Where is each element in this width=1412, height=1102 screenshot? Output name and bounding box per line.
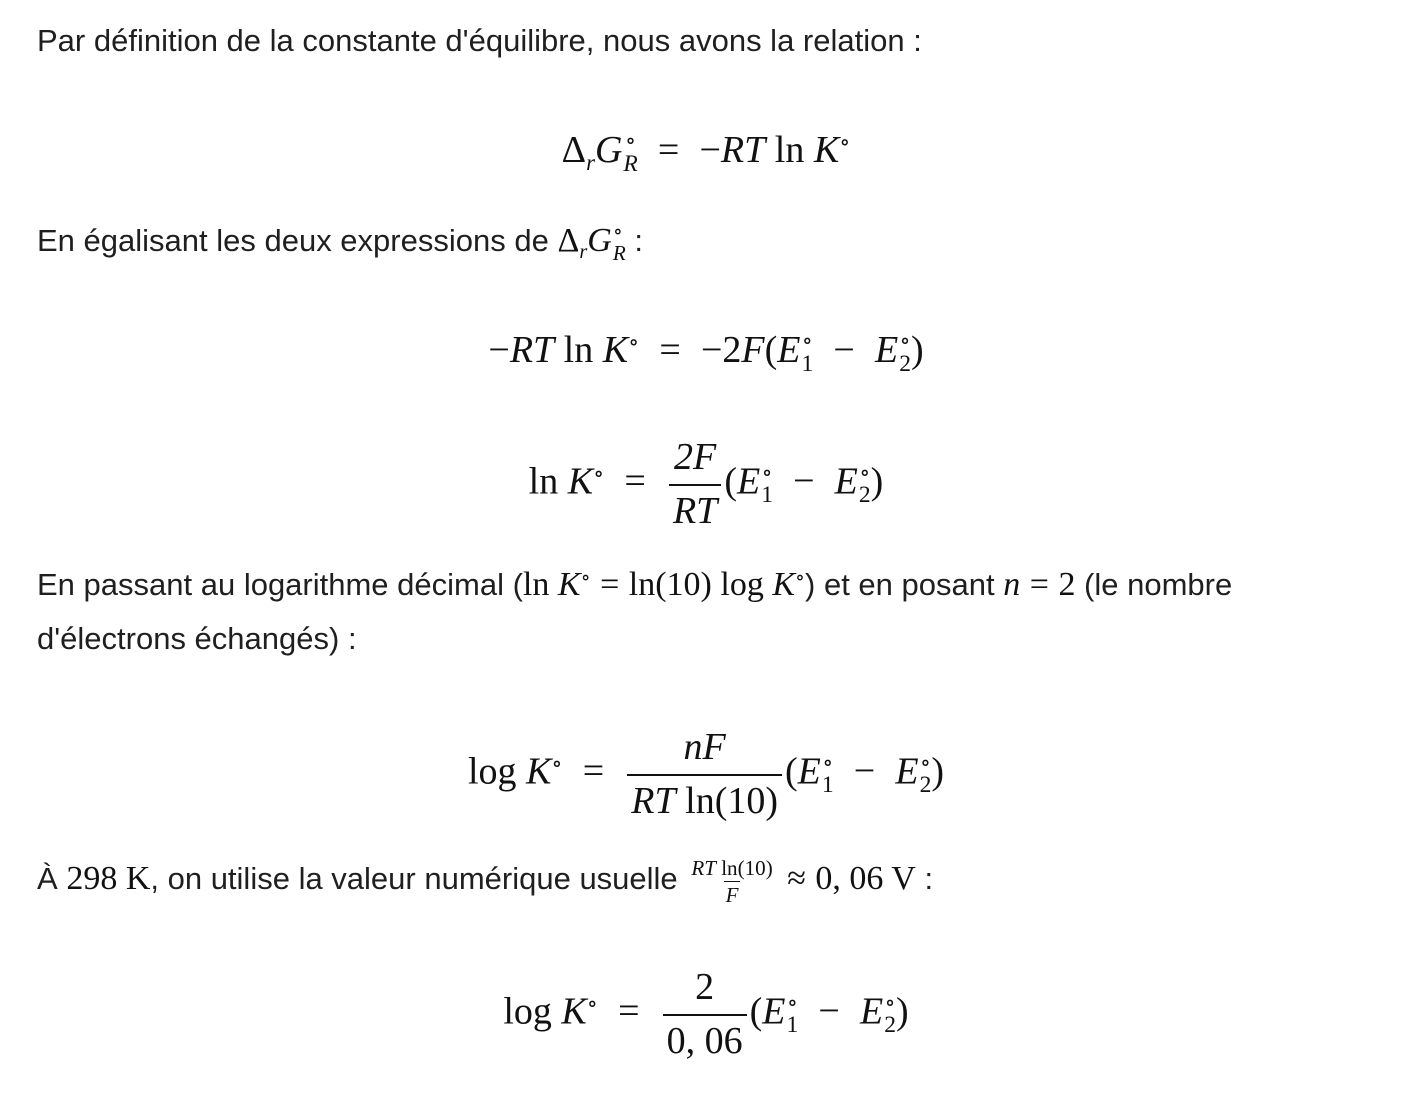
equation-log-k-general: log K∘ = $\frac{nF}{\text{RT ln(10)}}$ (E ∘ 1 − E ∘ 2 )	[467, 726, 945, 822]
paragraph-decimal-log: En passant au logarithme décimal (ln K∘ = ln(10) log K∘) et en posant n = 2 (le nombre d'électrons échangés) :	[37, 566, 1233, 656]
equation-gibbs-equilibrium	[0, 128, 1412, 176]
fraction-2-over-0-06: $\frac{2}{0, 06}$	[663, 966, 747, 1063]
paragraph-equating: En égalisant les deux expressions de $\Delta_rG$ ∘ R :	[37, 221, 643, 265]
k-symbol: K	[813, 129, 840, 171]
degree-superscript: ∘	[839, 129, 851, 155]
minus-sign: −	[699, 129, 721, 171]
inline-math-delta-g: $\Delta_rG$ ∘ R	[557, 221, 626, 265]
inline-math-n-equals-2: n = 2	[1003, 566, 1076, 603]
rt-term: RT	[720, 129, 766, 171]
paragraph-definition	[37, 14, 1382, 68]
delta-symbol: Δ	[561, 129, 587, 171]
paragraph-numeric-value: À 298 K, on utilise la valeur numérique usuelle $\frac{\text{RT ln(10)}}{F}$ ≈ 0, 06 V :	[37, 855, 934, 907]
equation-equated-expressions: −RT ln K∘ = −2F(E ∘ 1 − E ∘ 2 )	[488, 328, 924, 377]
inline-math-ln-log: ln K∘ = ln(10) log K∘	[522, 566, 806, 603]
ln-operator: ln	[774, 129, 805, 171]
g-symbol: G	[594, 129, 623, 171]
paragraph-text: Par définition de la constante d'équilibre, nous avons la relation :	[37, 23, 922, 58]
paragraph-text: En égalisant les deux expressions de	[37, 223, 549, 258]
fraction-2f-over-rt: $\frac{2F}{RT}$	[669, 436, 721, 533]
equation-log-k-numeric: log K∘ = $\frac{2}{0, 06}$ (E ∘ 1 − E ∘ 2 )	[503, 966, 909, 1062]
fraction-nf-over-rt-ln10: $\frac{nF}{\text{RT ln(10)}}$	[627, 726, 782, 823]
inline-math-temperature: 298 K	[66, 860, 151, 897]
sup-sub-stack: ∘ R	[623, 128, 638, 177]
subscript-r: r	[586, 149, 595, 175]
inline-math-approx-value: $\frac{\text{RT ln(10)}}{F}$ ≈ 0, 06 V	[691, 855, 916, 907]
equals-sign: =	[657, 129, 680, 171]
equation-ln-k: ln K∘ = $\frac{2F}{RT}$ (E ∘ 1 − E ∘ 2 )	[528, 436, 884, 532]
